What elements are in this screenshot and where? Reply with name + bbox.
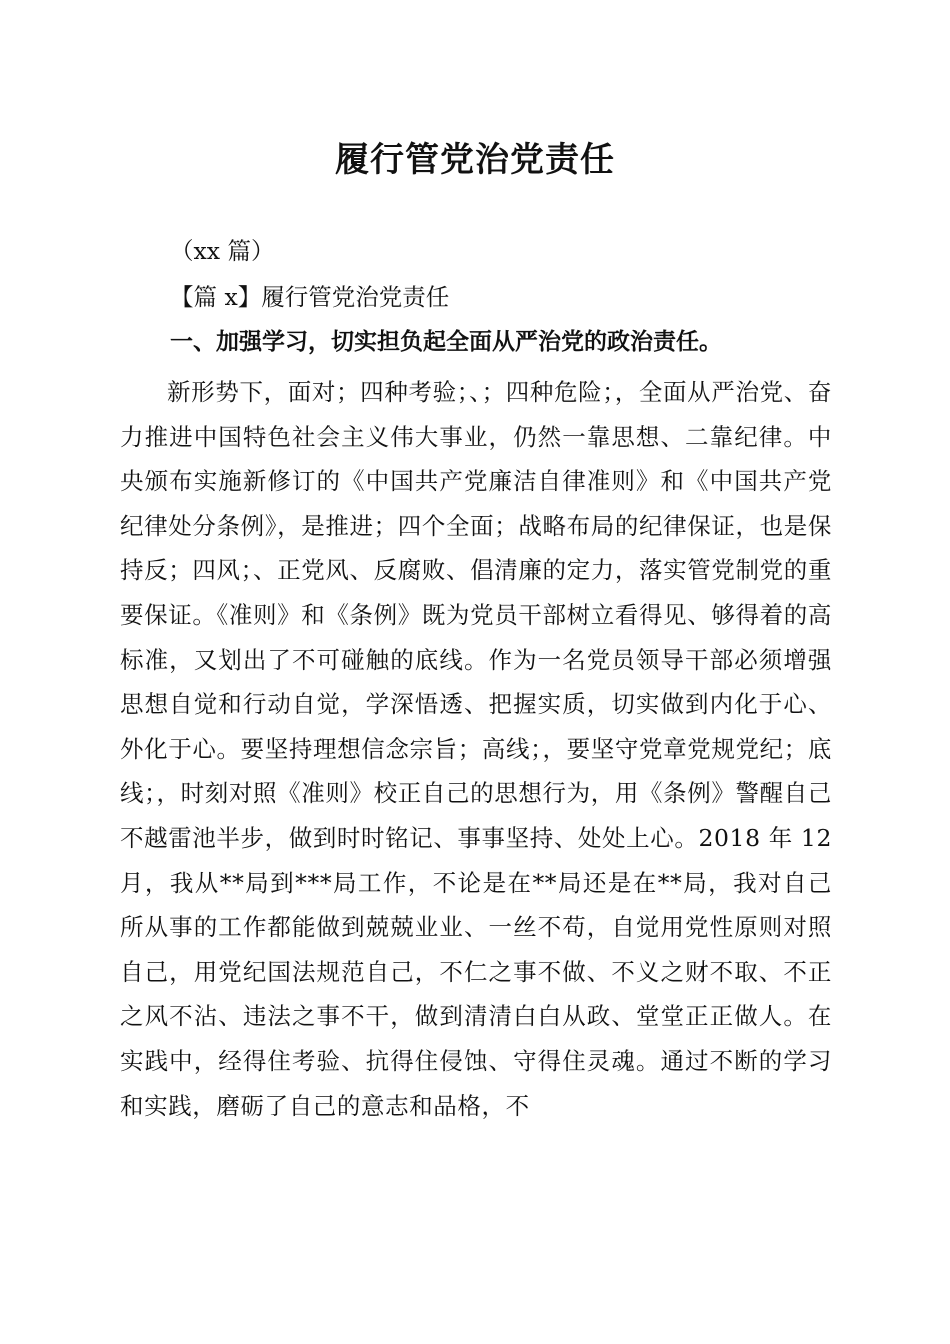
document-subtitle: （xx 篇） [170,237,275,265]
body-paragraph: 新形势下，面对；四种考验；、；四种危险；，全面从严治党、奋力推进中国特色社会主义伟大事业，仍然一靠思想、二靠纪律。中央颁布实施新修订的《中国共产党廉洁自律准则》和《中国共产党纪律处分条例》，是推进；四个全面；战略布局的纪律保证，也是保持反；四风；、正党风、反腐败、倡清廉的定力，落实管党制党的重要保证。《准则》和《条例》既为党员干部树立看得见、够得着的高标准，又划出了不可碰触的底线。作为一名党员领导干部必须增强思想自觉和行动自觉，学深悟透、把握实质，切实做到内化于心、外化于心。要坚持理想信念宗旨；高线；，要坚守党章党规党纪；底线；，时刻对照《准则》校正自己的思想行为，用《条例》警醒自己不越雷池半步，做到时时铭记、事事坚持、处处上心。2018 年 12 月，我从**局到***局工作，不论是在**局还是在**局，我对自己所从事的工作都能做到兢兢业业、一丝不苟，自觉用党性原则对照自己，用党纪国法规范自己，不仁之事不做、不义之财不取、不正之风不沾、违法之事不干，做到清清白白从政、堂堂正正做人。在实践中，经得住考验、抗得住侵蚀、守得住灵魂。通过不断的学习和实践，磨砺了自己的意志和品格，不 [120,378,832,1120]
section-heading: 一、加强学习，切实担负起全面从严治党的政治责任。 [170,329,722,355]
section-label: 【篇 x】履行管党治党责任 [170,283,450,311]
document-title: 履行管党治党责任 [335,140,615,180]
